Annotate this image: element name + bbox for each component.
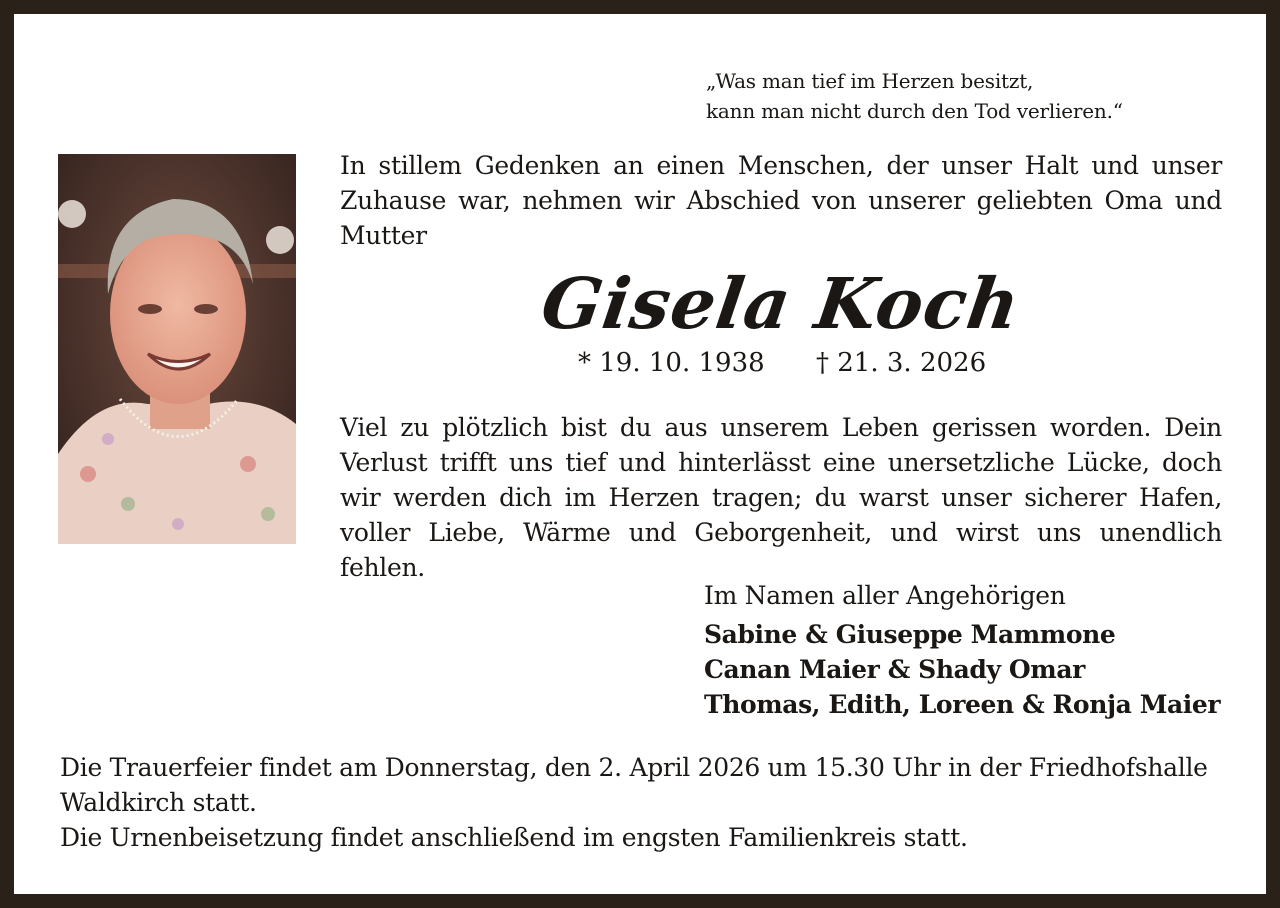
birth-date: * 19. 10. 1938 (578, 348, 765, 378)
obituary-card (14, 14, 1266, 894)
service-burial: Die Urnenbeisetzung findet anschließend im engsten Familienkreis statt. (60, 823, 968, 852)
family-lead: Im Namen aller Angehörigen (704, 581, 1066, 610)
memorial-quote (706, 66, 1123, 126)
portrait-photo (58, 154, 296, 544)
deceased-name: Gisela Koch (536, 262, 1026, 345)
quote-line-1: „Was man tief im Herzen besitzt, (706, 69, 1034, 93)
family-member: Canan Maier & Shady Omar (704, 655, 1085, 684)
intro-paragraph: In stillem Gedenken an einen Menschen, der unser Halt und unser Zuhause war, nehmen wir Abschied von unserer geliebten Oma und Mutter (340, 151, 1222, 250)
family-member: Thomas, Edith, Loreen & Ronja Maier (704, 690, 1221, 719)
tribute-paragraph: Viel zu plötzlich bist du aus unserem Leben gerissen worden. Dein Verlust trifft uns tief und hinterlässt eine unersetzliche Lücke, doch wir werden dich im Herzen tragen; du warst unser sicherer Hafen, voller Liebe, Wärme und Geborgenheit, und wirst uns unendlich fehlen. (340, 413, 1222, 582)
family-block (704, 578, 1234, 722)
service-funeral: Die Trauerfeier findet am Donnerstag, den 2. April 2026 um 15.30 Uhr in der Friedhofshalle Waldkirch statt. (60, 753, 1208, 817)
death-date: † 21. 3. 2026 (816, 348, 987, 378)
family-member: Sabine & Giuseppe Mammone (704, 620, 1116, 649)
service-details (60, 750, 1222, 855)
quote-line-2: kann man nicht durch den Tod verlieren.“ (706, 99, 1123, 123)
